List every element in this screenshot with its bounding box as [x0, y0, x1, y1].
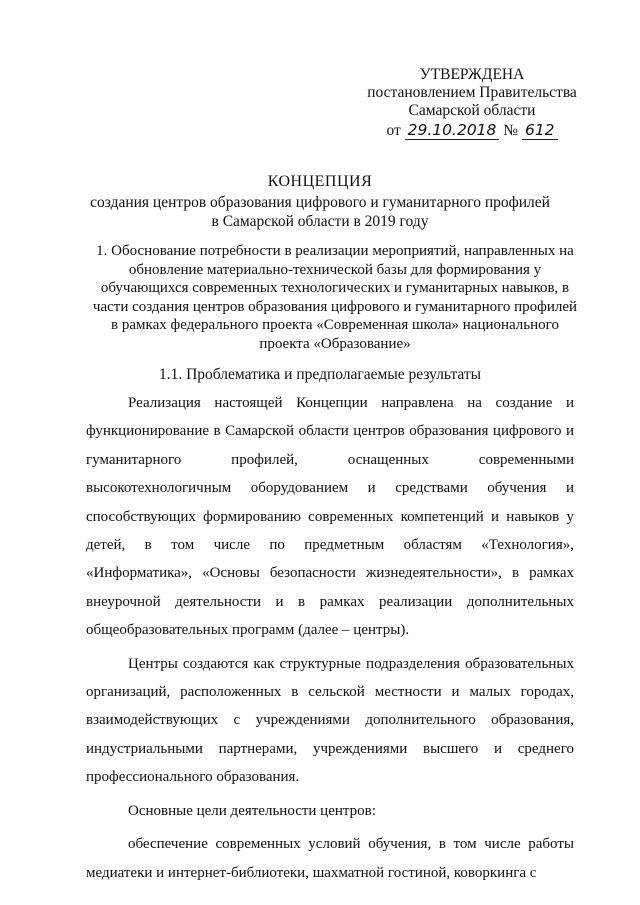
body-paragraph: Реализация настоящей Концепции направлена на создание и функционирование в Самарской области центров образования цифрового и гуманитарного профилей, оснащенных современными высокотехнологичным оборудованием и средствами обучения и способствующих формированию современных компетенций и навыков у детей, в том числе по предметным областям «Технология», «Информатика», «Основы безопасности жизнедеятельности», в рамках внеурочной деятельности и в рамках реализации дополнительных общеобразовательных программ (далее – центры). [86, 395, 574, 639]
approval-region: Самарской области [408, 102, 536, 119]
subsection-heading: 1.1. Проблематика и предполагаемые результаты [158, 366, 482, 383]
document-title [60, 172, 580, 231]
title-heading: КОНЦЕПЦИЯ [267, 173, 373, 190]
approval-from-label: от [386, 122, 401, 139]
approval-date: 29.10.2018 [405, 121, 500, 140]
body-paragraph: обеспечение современных условий обучения, в том числе работы медиатеки и интернет-библиотеки, шахматной гостиной, коворкинга с [86, 836, 574, 881]
document-body [86, 389, 574, 887]
approval-stamp [362, 66, 582, 140]
approval-number-label: № [503, 122, 519, 139]
body-paragraph: Центры создаются как структурные подразделения образовательных организаций, расположенных в сельской местности и малых городах, взаимодействующих с учреждениями дополнительного образования, индустриальными партнерами, учреждениями высшего и среднего профессионального образования. [86, 655, 574, 786]
approval-authority: постановлением Правительства [367, 84, 577, 101]
body-paragraph: Основные цели деятельности центров: [128, 802, 376, 819]
approval-status: УТВЕРЖДЕНА [419, 66, 525, 83]
approval-date-line [362, 121, 582, 140]
title-line-1: создания центров образования цифрового и гуманитарного профилей [90, 194, 550, 211]
approval-number: 612 [522, 121, 558, 140]
section-heading: 1. Обоснование потребности в реализации мероприятий, направленных на обновление материально-технической базы для формирования у обучающихся современных технологических и гуманитарных навыков, в части создания центров образования цифрового и гуманитарного профилей в рамках федерального проекта «Современная школа» национального проекта «Образование» [92, 243, 578, 352]
title-line-2: в Самарской области в 2019 году [211, 213, 429, 230]
